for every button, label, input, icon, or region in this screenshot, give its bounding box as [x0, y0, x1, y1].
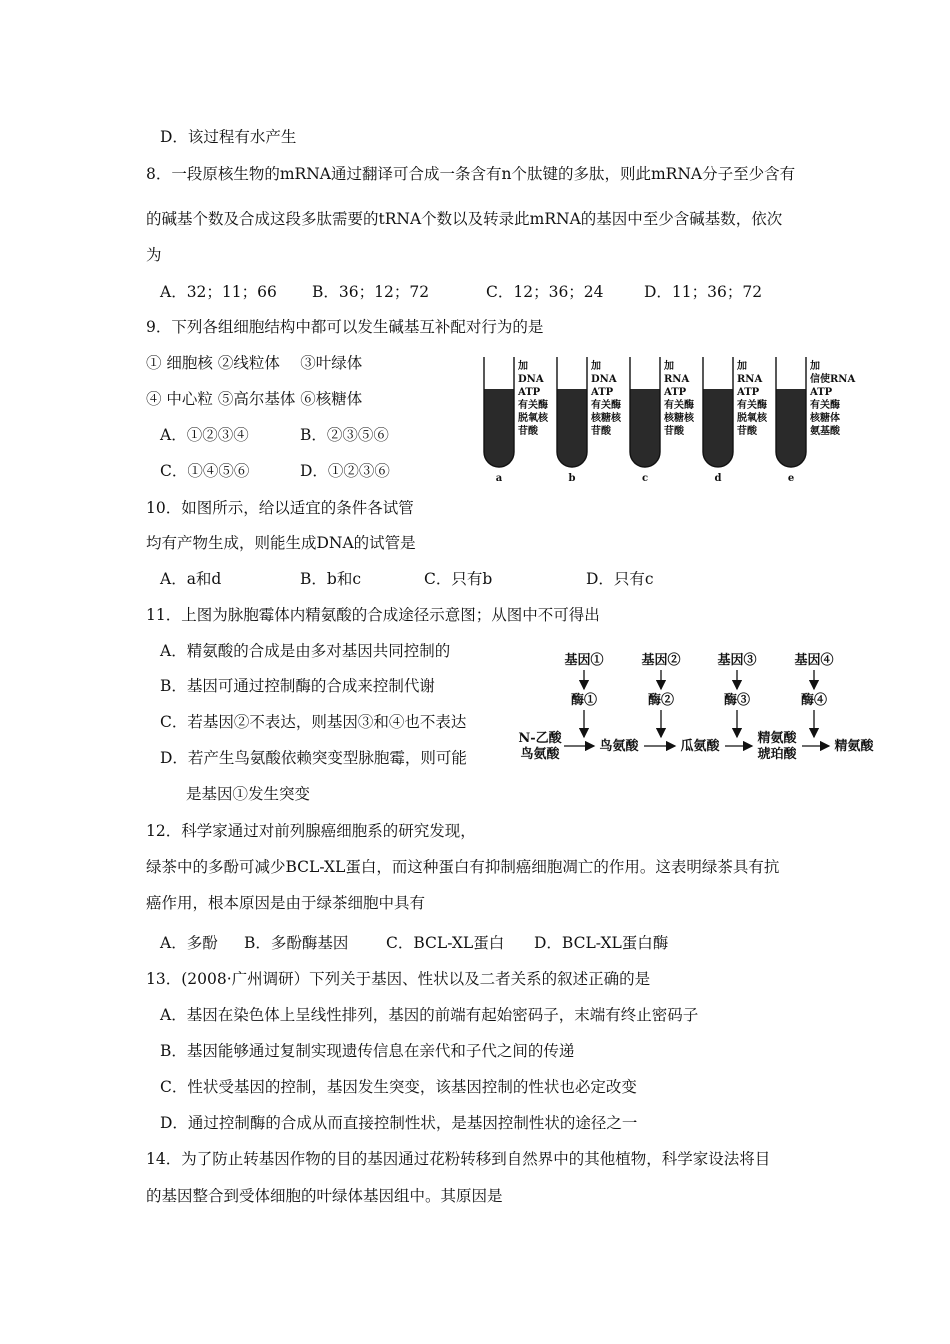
q11-option-d-line2: 是基因①发生突变: [186, 785, 311, 803]
tube-letter-label: c: [641, 473, 649, 484]
citrulline-label: 瓜氨酸: [680, 739, 720, 754]
q8-stem-line3: 为: [146, 246, 162, 264]
tube-letter-label: b: [568, 473, 576, 484]
tube-content-label: 苷酸: [737, 426, 757, 437]
tube-content-label: 信使RNA: [810, 374, 856, 385]
q11-option-c: C．若基因②不表达，则基因③和④也不表达: [160, 713, 467, 731]
test-tube-d: [703, 357, 768, 484]
q8-stem-line2: 的碱基个数及合成这段多肽需要的tRNA个数以及转录此mRNA的基因中至少含碱基数，依次: [146, 210, 783, 228]
q12-stem-line3: 癌作用，根本原因是由于绿茶细胞中具有: [146, 894, 426, 912]
tube-liquid: [776, 389, 806, 467]
tube-liquid: [557, 389, 587, 467]
test-tube-e: [776, 357, 855, 484]
argininosuccinate-line2: 琥珀酸: [757, 747, 797, 762]
tube-content-label: 加: [664, 361, 674, 372]
q9-option-c: C．①④⑤⑥: [160, 462, 250, 480]
tube-content-label: 核糖核: [591, 413, 621, 424]
test-tube-b: [557, 357, 622, 484]
ornithine-label: 鸟氨酸: [599, 739, 639, 754]
start-compound-line2: 鸟氨酸: [520, 747, 560, 762]
gene-3-label: 基因③: [717, 653, 757, 668]
q8-option-c: C．12；36；24: [486, 283, 604, 301]
tube-content-label: 有关酶: [810, 400, 840, 411]
tube-letter-label: a: [495, 473, 503, 484]
q12-stem-line1: 12．科学家通过对前列腺癌细胞系的研究发现，: [146, 822, 476, 840]
tube-content-label: 有关酶: [664, 400, 694, 411]
tube-content-label: 苷酸: [518, 426, 538, 437]
q10-option-d: D．只有c: [586, 570, 654, 588]
tube-content-label: ATP: [664, 387, 687, 398]
q10-stem-line1: 10．如图所示，给以适宜的条件各试管: [146, 499, 414, 517]
gene-2-label: 基因②: [641, 653, 681, 668]
test-tube-c: [630, 357, 695, 484]
tube-content-label: 加: [737, 361, 747, 372]
enzyme-3-label: 酶③: [723, 693, 751, 708]
tube-content-label: ATP: [810, 387, 833, 398]
q10-stem-line2: 均有产物生成，则能生成DNA的试管是: [146, 534, 416, 552]
q8-option-a: A．32；11；66: [160, 283, 277, 301]
enzyme-4-label: 酶④: [800, 693, 828, 708]
enzyme-1-label: 酶①: [570, 693, 598, 708]
gene-4-label: 基因④: [794, 653, 834, 668]
tube-content-label: RNA: [737, 374, 763, 385]
tube-content-label: 苷酸: [591, 426, 611, 437]
q13-option-a: A．基因在染色体上呈线性排列，基因的前端有起始密码子，末端有终止密码子: [160, 1006, 699, 1024]
q12-stem-line2: 绿茶中的多酚可减少BCL-XL蛋白，而这种蛋白有抑制癌细胞凋亡的作用。这表明绿茶具有抗: [146, 858, 780, 876]
q12-option-b: B．多酚酶基因: [244, 934, 349, 952]
tube-content-label: 核糖体: [810, 413, 840, 424]
tube-content-label: 加: [591, 361, 601, 372]
tube-content-label: 氨基酸: [810, 426, 840, 437]
arginine-pathway-diagram: [518, 646, 878, 770]
q9-option-b: B．②③⑤⑥: [300, 426, 389, 444]
q14-stem-line1: 14．为了防止转基因作物的目的基因通过花粉转移到自然界中的其他植物，科学家设法将目: [146, 1150, 771, 1168]
q7-option-d: D．该过程有水产生: [160, 128, 297, 146]
tube-letter-label: e: [787, 473, 795, 484]
q13-option-c: C．性状受基因的控制，基因发生突变，该基因控制的性状也必定改变: [160, 1078, 637, 1096]
tube-content-label: 苷酸: [664, 426, 684, 437]
q10-option-a: A．a和d: [160, 570, 222, 588]
tube-liquid: [484, 389, 514, 467]
q9-stem: 9．下列各组细胞结构中都可以发生碱基互补配对行为的是: [146, 318, 544, 336]
q12-option-d: D．BCL-XL蛋白酶: [534, 934, 669, 952]
tube-content-label: 核糖核: [664, 413, 694, 424]
q11-option-d-line1: D．若产生鸟氨酸依赖突变型脉胞霉，则可能: [160, 749, 467, 767]
q8-option-b: B．36；12；72: [312, 283, 430, 301]
q9-option-a: A．①②③④: [160, 426, 249, 444]
enzyme-2-label: 酶②: [647, 693, 675, 708]
q13-option-d: D．通过控制酶的合成从而直接控制性状，是基因控制性状的途径之一: [160, 1114, 638, 1132]
test-tube-a: [484, 357, 549, 484]
test-tubes-figure: [478, 355, 858, 485]
q10-option-b: B．b和c: [300, 570, 361, 588]
q11-option-b: B．基因可通过控制酶的合成来控制代谢: [160, 677, 435, 695]
q13-stem: 13．(2008·广州调研）下列关于基因、性状以及二者关系的叙述正确的是: [146, 970, 651, 988]
gene-1-label: 基因①: [564, 653, 604, 668]
tube-liquid: [703, 389, 733, 467]
tube-content-label: DNA: [591, 374, 617, 385]
tube-liquid: [630, 389, 660, 467]
tube-letter-label: d: [714, 473, 722, 484]
tube-content-label: DNA: [518, 374, 544, 385]
q12-option-c: C．BCL-XL蛋白: [386, 934, 505, 952]
q11-stem: 11．上图为脉胞霉体内精氨酸的合成途径示意图；从图中不可得出: [146, 606, 600, 624]
q9-option-d: D．①②③⑥: [300, 462, 390, 480]
q9-items-line2: ④ 中心粒 ⑤高尔基体 ⑥核糖体: [146, 390, 363, 408]
q9-items-line1: ① 细胞核 ②线粒体 ③叶绿体: [146, 354, 363, 372]
argininosuccinate-line1: 精氨酸: [757, 731, 797, 746]
q8-stem-line1: 8．一段原核生物的mRNA通过翻译可合成一条含有n个肽键的多肽，则此mRNA分子至少含有: [146, 165, 796, 183]
start-compound-line1: N-乙酸: [518, 731, 562, 746]
q14-stem-line2: 的基因整合到受体细胞的叶绿体基因组中。其原因是: [146, 1187, 503, 1205]
arginine-end-label: 精氨酸: [834, 739, 874, 754]
q11-option-a: A．精氨酸的合成是由多对基因共同控制的: [160, 642, 451, 660]
q12-option-a: A．多酚: [160, 934, 218, 952]
tube-content-label: 加: [518, 361, 528, 372]
q8-option-d: D．11；36；72: [644, 283, 763, 301]
tube-content-label: ATP: [737, 387, 760, 398]
tube-content-label: ATP: [518, 387, 541, 398]
q10-option-c: C．只有b: [424, 570, 493, 588]
tube-content-label: 加: [810, 361, 820, 372]
tube-content-label: 脱氧核: [737, 413, 767, 424]
q13-option-b: B．基因能够通过复制实现遗传信息在亲代和子代之间的传递: [160, 1042, 575, 1060]
tube-content-label: RNA: [664, 374, 690, 385]
tube-content-label: 有关酶: [591, 400, 621, 411]
tube-content-label: 有关酶: [737, 400, 767, 411]
tube-content-label: ATP: [591, 387, 614, 398]
tube-content-label: 有关酶: [518, 400, 548, 411]
tube-content-label: 脱氧核: [518, 413, 548, 424]
